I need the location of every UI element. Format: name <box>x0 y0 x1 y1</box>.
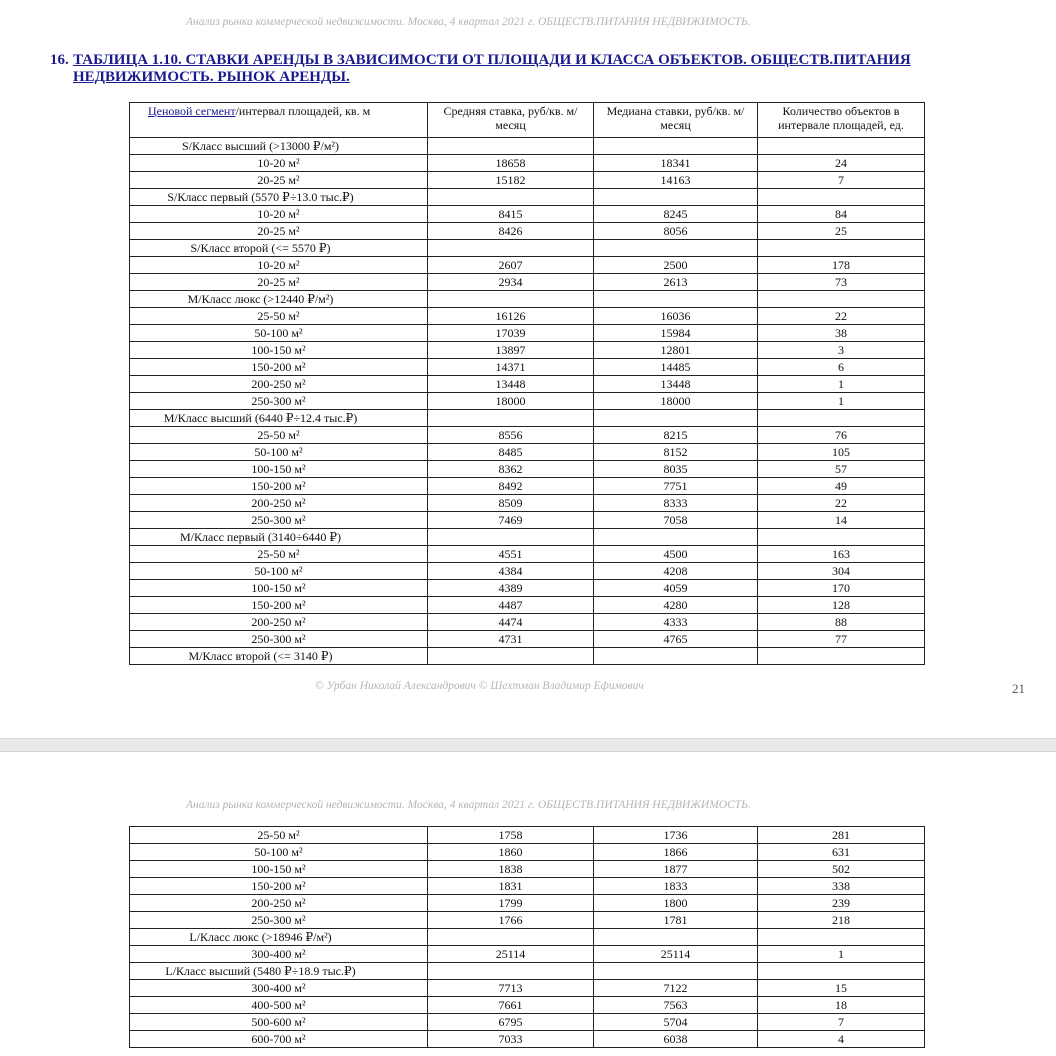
area-interval-cell: 400-500 м² <box>130 997 428 1014</box>
avg-rate-cell: 1860 <box>428 844 594 861</box>
avg-rate-cell: 7469 <box>428 512 594 529</box>
area-interval-cell: 100-150 м² <box>130 861 428 878</box>
area-interval-cell: 25-50 м² <box>130 308 428 325</box>
area-interval-cell: 150-200 м² <box>130 359 428 376</box>
table-row <box>130 827 925 844</box>
median-rate-cell <box>594 648 758 665</box>
table-title <box>50 52 970 86</box>
count-cell: 170 <box>758 580 925 597</box>
avg-rate-cell <box>428 240 594 257</box>
area-interval-cell: 250-300 м² <box>130 631 428 648</box>
avg-rate-cell: 4731 <box>428 631 594 648</box>
table-body <box>130 138 925 665</box>
avg-rate-cell: 7033 <box>428 1031 594 1048</box>
median-rate-cell: 8035 <box>594 461 758 478</box>
table-header-row <box>130 103 925 138</box>
table-row <box>130 257 925 274</box>
median-rate-cell: 8056 <box>594 223 758 240</box>
avg-rate-cell: 8509 <box>428 495 594 512</box>
median-rate-cell: 2613 <box>594 274 758 291</box>
avg-rate-cell: 18658 <box>428 155 594 172</box>
count-cell: 22 <box>758 308 925 325</box>
median-rate-cell: 16036 <box>594 308 758 325</box>
segment-group-row <box>130 189 925 206</box>
table-row <box>130 946 925 963</box>
avg-rate-cell: 8556 <box>428 427 594 444</box>
count-cell: 338 <box>758 878 925 895</box>
count-cell: 84 <box>758 206 925 223</box>
avg-rate-cell <box>428 648 594 665</box>
table-row <box>130 597 925 614</box>
count-cell: 49 <box>758 478 925 495</box>
count-cell: 7 <box>758 1014 925 1031</box>
median-rate-cell: 6038 <box>594 1031 758 1048</box>
count-cell: 14 <box>758 512 925 529</box>
median-rate-cell: 18341 <box>594 155 758 172</box>
header-avg-rate: Средняя ставка, руб/кв. м/месяц <box>428 103 594 138</box>
table-row <box>130 580 925 597</box>
table-row <box>130 1014 925 1031</box>
count-cell: 24 <box>758 155 925 172</box>
count-cell: 239 <box>758 895 925 912</box>
area-interval-cell: 100-150 м² <box>130 461 428 478</box>
avg-rate-cell: 1799 <box>428 895 594 912</box>
table-row <box>130 393 925 410</box>
avg-rate-cell: 8485 <box>428 444 594 461</box>
count-cell: 163 <box>758 546 925 563</box>
count-cell: 128 <box>758 597 925 614</box>
avg-rate-cell: 2607 <box>428 257 594 274</box>
table-row <box>130 427 925 444</box>
segment-group-row <box>130 929 925 946</box>
table-row <box>130 563 925 580</box>
segment-group-row <box>130 240 925 257</box>
table-row <box>130 546 925 563</box>
table-row <box>130 376 925 393</box>
count-cell <box>758 648 925 665</box>
avg-rate-cell: 13448 <box>428 376 594 393</box>
median-rate-cell: 12801 <box>594 342 758 359</box>
area-interval-cell: 10-20 м² <box>130 257 428 274</box>
count-cell <box>758 240 925 257</box>
table-row <box>130 1031 925 1048</box>
median-rate-cell: 7122 <box>594 980 758 997</box>
area-interval-cell: 150-200 м² <box>130 597 428 614</box>
count-cell: 304 <box>758 563 925 580</box>
area-interval-cell: 100-150 м² <box>130 580 428 597</box>
table-body <box>130 827 925 1048</box>
area-interval-cell: 100-150 м² <box>130 342 428 359</box>
table-row <box>130 342 925 359</box>
area-interval-cell: 300-400 м² <box>130 980 428 997</box>
median-rate-cell: 4059 <box>594 580 758 597</box>
count-cell: 502 <box>758 861 925 878</box>
count-cell: 22 <box>758 495 925 512</box>
area-interval-cell: 20-25 м² <box>130 172 428 189</box>
count-cell <box>758 138 925 155</box>
document-page-22 <box>0 752 1056 1056</box>
area-interval-cell: 50-100 м² <box>130 844 428 861</box>
count-cell <box>758 929 925 946</box>
avg-rate-cell: 8426 <box>428 223 594 240</box>
median-rate-cell: 1833 <box>594 878 758 895</box>
segment-label-cell: S/Класс второй (<= 5570 ₽) <box>130 240 428 257</box>
median-rate-cell: 18000 <box>594 393 758 410</box>
median-rate-cell <box>594 189 758 206</box>
median-rate-cell: 4280 <box>594 597 758 614</box>
rent-rates-table-continued <box>129 826 925 1048</box>
count-cell: 218 <box>758 912 925 929</box>
median-rate-cell: 25114 <box>594 946 758 963</box>
running-header: Анализ рынка коммерческой недвижимости. Москва, 4 квартал 2021 г. ОБЩЕСТВ.ПИТАНИЯ НЕДВИЖИМОСТЬ. <box>186 799 751 811</box>
count-cell: 25 <box>758 223 925 240</box>
table-row <box>130 997 925 1014</box>
header-segment-rest: /интервал площадей, кв. м <box>235 104 371 118</box>
header-segment <box>130 103 428 138</box>
avg-rate-cell: 14371 <box>428 359 594 376</box>
median-rate-cell <box>594 929 758 946</box>
segment-group-row <box>130 529 925 546</box>
area-interval-cell: 250-300 м² <box>130 393 428 410</box>
count-cell: 77 <box>758 631 925 648</box>
table-row <box>130 495 925 512</box>
avg-rate-cell: 1831 <box>428 878 594 895</box>
avg-rate-cell: 4474 <box>428 614 594 631</box>
count-cell <box>758 529 925 546</box>
avg-rate-cell <box>428 963 594 980</box>
area-interval-cell: 25-50 м² <box>130 546 428 563</box>
median-rate-cell <box>594 240 758 257</box>
count-cell <box>758 189 925 206</box>
median-rate-cell: 14163 <box>594 172 758 189</box>
median-rate-cell: 7058 <box>594 512 758 529</box>
avg-rate-cell: 7661 <box>428 997 594 1014</box>
avg-rate-cell: 2934 <box>428 274 594 291</box>
area-interval-cell: 600-700 м² <box>130 1031 428 1048</box>
avg-rate-cell: 13897 <box>428 342 594 359</box>
count-cell: 73 <box>758 274 925 291</box>
avg-rate-cell: 17039 <box>428 325 594 342</box>
median-rate-cell <box>594 291 758 308</box>
table-row <box>130 878 925 895</box>
median-rate-cell <box>594 138 758 155</box>
avg-rate-cell: 8415 <box>428 206 594 223</box>
avg-rate-cell: 18000 <box>428 393 594 410</box>
avg-rate-cell: 1766 <box>428 912 594 929</box>
count-cell: 88 <box>758 614 925 631</box>
count-cell: 76 <box>758 427 925 444</box>
median-rate-cell: 1800 <box>594 895 758 912</box>
table-row <box>130 223 925 240</box>
area-interval-cell: 500-600 м² <box>130 1014 428 1031</box>
table-row <box>130 614 925 631</box>
avg-rate-cell: 16126 <box>428 308 594 325</box>
page-separator <box>0 738 1056 752</box>
avg-rate-cell: 4551 <box>428 546 594 563</box>
avg-rate-cell: 8362 <box>428 461 594 478</box>
avg-rate-cell: 4389 <box>428 580 594 597</box>
avg-rate-cell: 4487 <box>428 597 594 614</box>
median-rate-cell: 4333 <box>594 614 758 631</box>
count-cell: 1 <box>758 393 925 410</box>
segment-label-cell: M/Класс высший (6440 ₽÷12.4 тыс.₽) <box>130 410 428 427</box>
avg-rate-cell <box>428 929 594 946</box>
area-interval-cell: 200-250 м² <box>130 495 428 512</box>
avg-rate-cell: 25114 <box>428 946 594 963</box>
segment-label-cell: M/Класс второй (<= 3140 ₽) <box>130 648 428 665</box>
median-rate-cell: 15984 <box>594 325 758 342</box>
area-interval-cell: 150-200 м² <box>130 878 428 895</box>
segment-group-row <box>130 963 925 980</box>
count-cell: 105 <box>758 444 925 461</box>
table-row <box>130 631 925 648</box>
median-rate-cell: 8215 <box>594 427 758 444</box>
table-row <box>130 861 925 878</box>
area-interval-cell: 200-250 м² <box>130 614 428 631</box>
count-cell: 38 <box>758 325 925 342</box>
median-rate-cell: 13448 <box>594 376 758 393</box>
segment-label-cell: L/Класс высший (5480 ₽÷18.9 тыс.₽) <box>130 963 428 980</box>
segment-label-cell: S/Класс высший (>13000 ₽/м²) <box>130 138 428 155</box>
area-interval-cell: 200-250 м² <box>130 895 428 912</box>
median-rate-cell: 4500 <box>594 546 758 563</box>
title-line-2: НЕДВИЖИМОСТЬ. РЫНОК АРЕНДЫ. <box>73 69 350 85</box>
avg-rate-cell: 15182 <box>428 172 594 189</box>
table-row <box>130 155 925 172</box>
avg-rate-cell: 8492 <box>428 478 594 495</box>
count-cell: 1 <box>758 946 925 963</box>
segment-group-row <box>130 648 925 665</box>
table-row <box>130 461 925 478</box>
area-interval-cell: 20-25 м² <box>130 223 428 240</box>
area-interval-cell: 150-200 м² <box>130 478 428 495</box>
median-rate-cell: 4765 <box>594 631 758 648</box>
median-rate-cell: 2500 <box>594 257 758 274</box>
area-interval-cell: 250-300 м² <box>130 512 428 529</box>
avg-rate-cell <box>428 410 594 427</box>
table-row <box>130 325 925 342</box>
running-header: Анализ рынка коммерческой недвижимости. Москва, 4 квартал 2021 г. ОБЩЕСТВ.ПИТАНИЯ НЕДВИЖИМОСТЬ. <box>186 16 751 28</box>
count-cell <box>758 963 925 980</box>
table-row <box>130 912 925 929</box>
avg-rate-cell: 1838 <box>428 861 594 878</box>
median-rate-cell <box>594 410 758 427</box>
count-cell: 57 <box>758 461 925 478</box>
table-row <box>130 895 925 912</box>
median-rate-cell: 4208 <box>594 563 758 580</box>
area-interval-cell: 10-20 м² <box>130 155 428 172</box>
area-interval-cell: 20-25 м² <box>130 274 428 291</box>
rent-rates-table <box>129 102 925 665</box>
area-interval-cell: 25-50 м² <box>130 427 428 444</box>
table-row <box>130 206 925 223</box>
table-row <box>130 274 925 291</box>
median-rate-cell: 5704 <box>594 1014 758 1031</box>
page-number: 21 <box>1012 681 1025 696</box>
avg-rate-cell <box>428 529 594 546</box>
median-rate-cell: 8245 <box>594 206 758 223</box>
count-cell: 631 <box>758 844 925 861</box>
table-row <box>130 478 925 495</box>
price-segment-link[interactable]: Ценовой сегмент <box>148 104 236 118</box>
title-line-1: ТАБЛИЦА 1.10. СТАВКИ АРЕНДЫ В ЗАВИСИМОСТИ ОТ ПЛОЩАДИ И КЛАССА ОБЪЕКТОВ. ОБЩЕСТВ.ПИТАНИЯ <box>73 52 911 68</box>
segment-label-cell: S/Класс первый (5570 ₽÷13.0 тыс.₽) <box>130 189 428 206</box>
count-cell: 18 <box>758 997 925 1014</box>
count-cell: 6 <box>758 359 925 376</box>
section-number: 16. <box>50 52 69 68</box>
area-interval-cell: 25-50 м² <box>130 827 428 844</box>
table-row <box>130 172 925 189</box>
segment-label-cell: M/Класс люкс (>12440 ₽/м²) <box>130 291 428 308</box>
copyright-footer: © Урбан Николай Александрович © Шехтман Владимир Ефимович <box>315 680 644 692</box>
segment-group-row <box>130 410 925 427</box>
segment-label-cell: L/Класс люкс (>18946 ₽/м²) <box>130 929 428 946</box>
table-row <box>130 512 925 529</box>
count-cell: 15 <box>758 980 925 997</box>
header-object-count: Количество объектов в интервале площадей, ед. <box>758 103 925 138</box>
median-rate-cell: 1736 <box>594 827 758 844</box>
count-cell: 3 <box>758 342 925 359</box>
avg-rate-cell: 1758 <box>428 827 594 844</box>
area-interval-cell: 200-250 м² <box>130 376 428 393</box>
table-row <box>130 359 925 376</box>
segment-label-cell: M/Класс первый (3140÷6440 ₽) <box>130 529 428 546</box>
header-median-rate: Медиана ставки, руб/кв. м/месяц <box>594 103 758 138</box>
area-interval-cell: 10-20 м² <box>130 206 428 223</box>
median-rate-cell: 7563 <box>594 997 758 1014</box>
count-cell <box>758 291 925 308</box>
count-cell: 4 <box>758 1031 925 1048</box>
median-rate-cell <box>594 529 758 546</box>
area-interval-cell: 50-100 м² <box>130 325 428 342</box>
median-rate-cell: 14485 <box>594 359 758 376</box>
count-cell: 7 <box>758 172 925 189</box>
area-interval-cell: 250-300 м² <box>130 912 428 929</box>
avg-rate-cell: 4384 <box>428 563 594 580</box>
median-rate-cell: 8152 <box>594 444 758 461</box>
count-cell: 281 <box>758 827 925 844</box>
table-row <box>130 844 925 861</box>
avg-rate-cell <box>428 189 594 206</box>
area-interval-cell: 50-100 м² <box>130 444 428 461</box>
median-rate-cell: 7751 <box>594 478 758 495</box>
avg-rate-cell <box>428 291 594 308</box>
median-rate-cell: 1781 <box>594 912 758 929</box>
avg-rate-cell: 7713 <box>428 980 594 997</box>
table-row <box>130 308 925 325</box>
area-interval-cell: 50-100 м² <box>130 563 428 580</box>
avg-rate-cell: 6795 <box>428 1014 594 1031</box>
median-rate-cell: 1877 <box>594 861 758 878</box>
table-row <box>130 444 925 461</box>
count-cell: 1 <box>758 376 925 393</box>
segment-group-row <box>130 291 925 308</box>
count-cell: 178 <box>758 257 925 274</box>
avg-rate-cell <box>428 138 594 155</box>
median-rate-cell: 8333 <box>594 495 758 512</box>
median-rate-cell: 1866 <box>594 844 758 861</box>
area-interval-cell: 300-400 м² <box>130 946 428 963</box>
segment-group-row <box>130 138 925 155</box>
count-cell <box>758 410 925 427</box>
median-rate-cell <box>594 963 758 980</box>
table-row <box>130 980 925 997</box>
